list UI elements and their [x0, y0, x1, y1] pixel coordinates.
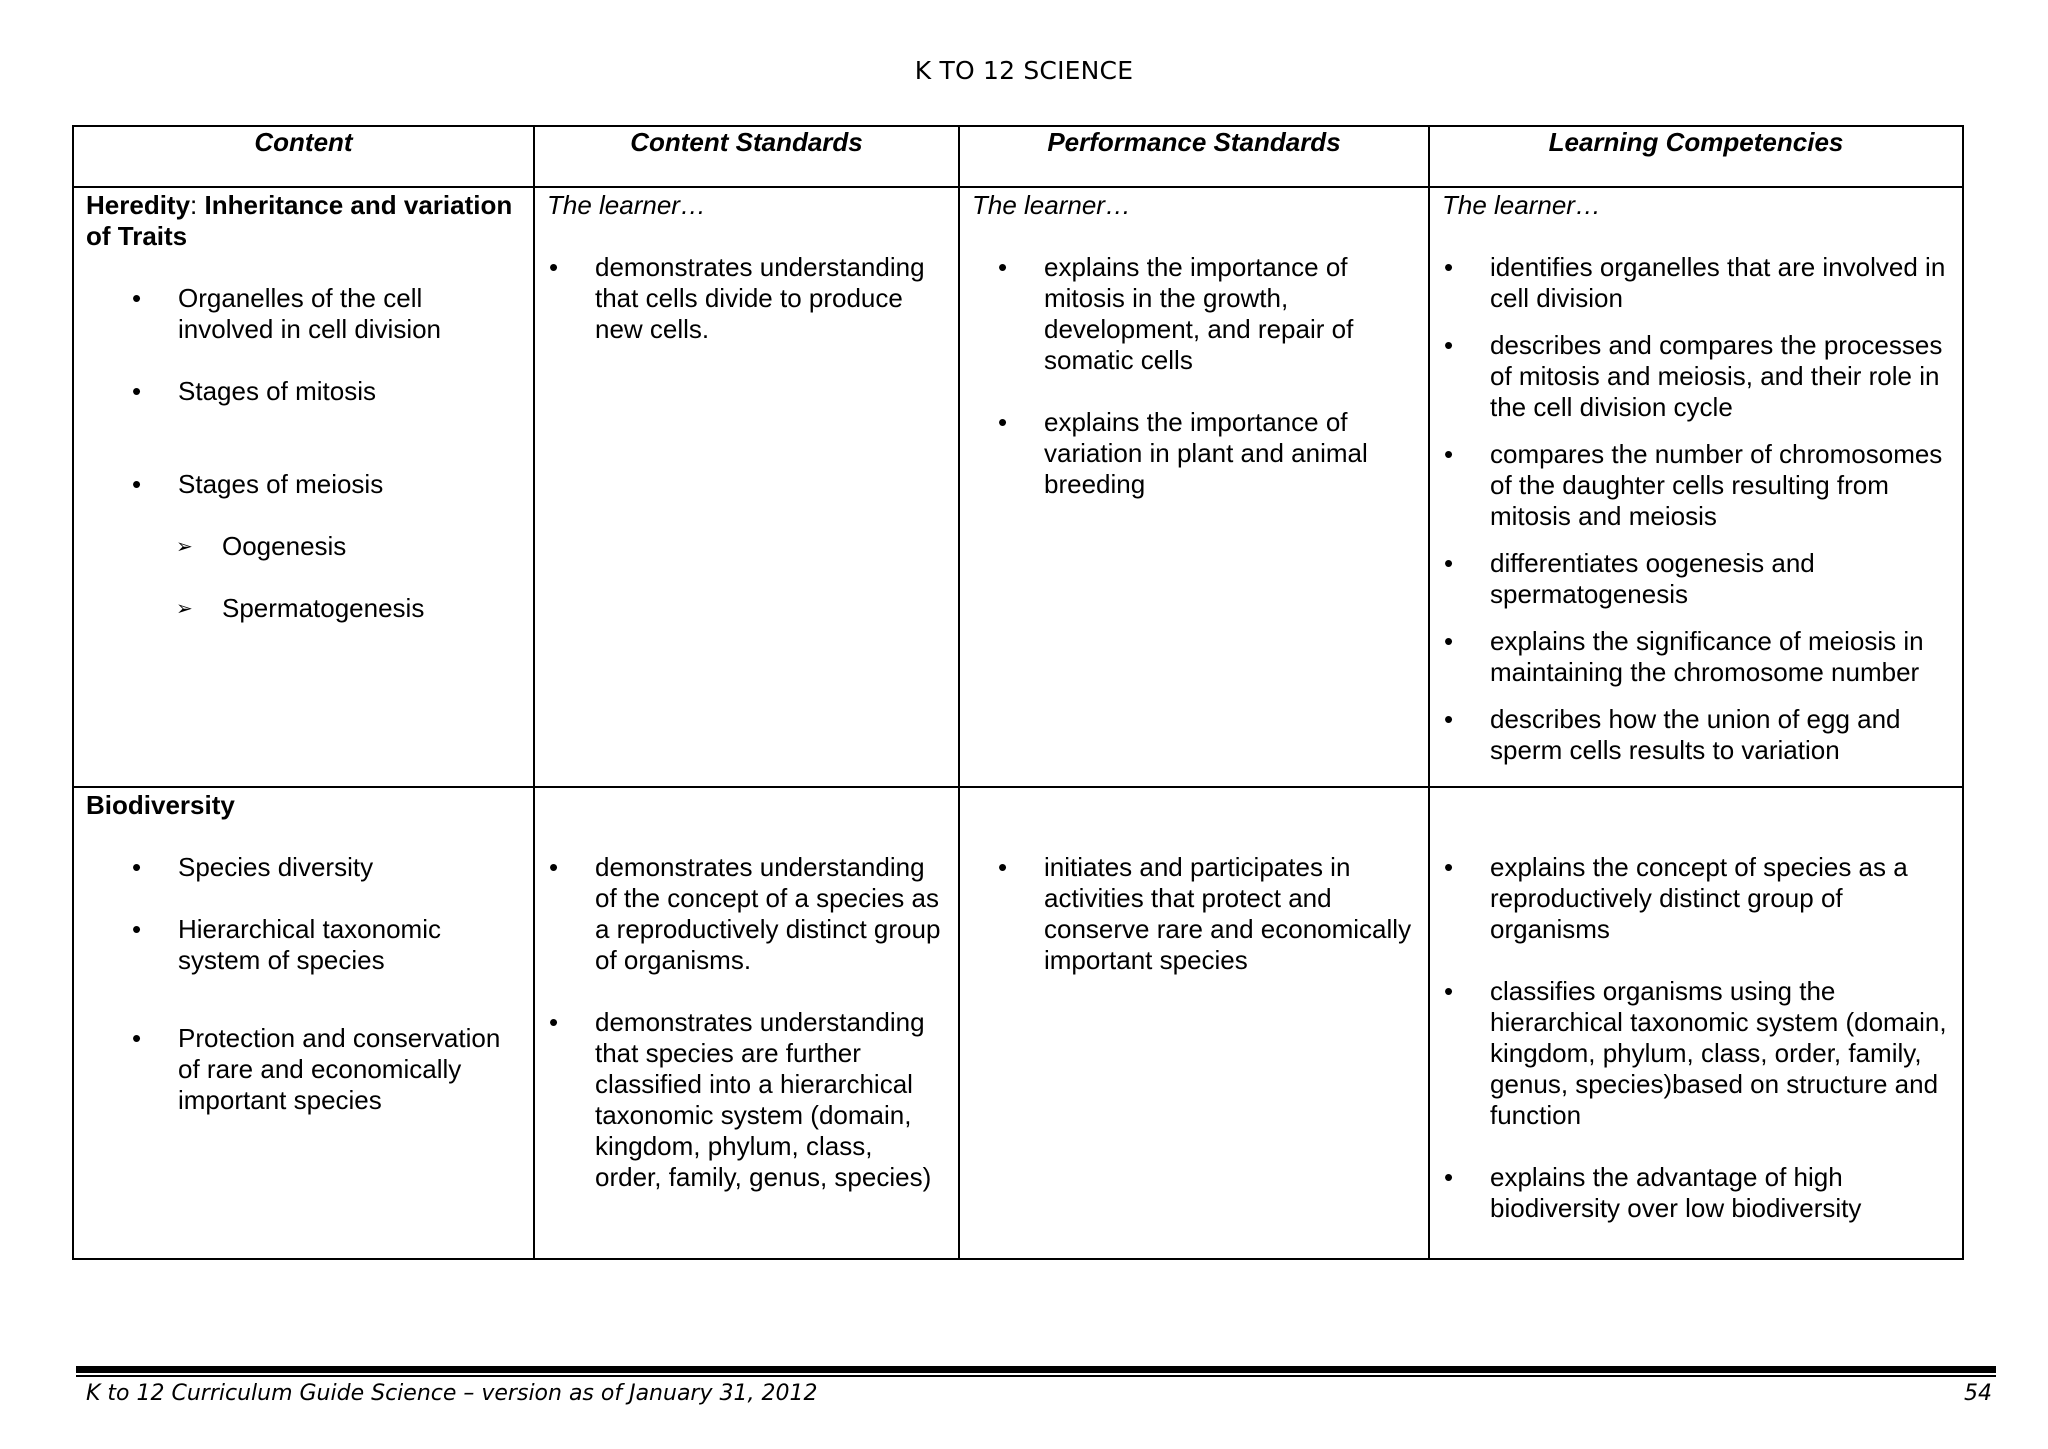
- competencies-list: [1442, 852, 1950, 1224]
- header-content-standards: Content Standards: [534, 126, 959, 187]
- competencies-list: [1442, 252, 1950, 766]
- list-item: • explains the significance of meiosis in maintaining the chromosome number: [1442, 626, 1950, 688]
- sub-list-item: ➢ Oogenesis: [176, 531, 521, 562]
- list-item: • Hierarchical taxonomic system of species: [130, 914, 521, 976]
- list-item: • classifies organisms using the hierarchical taxonomic system (domain, kingdom, phylum, class, order, family, genus, species)based on structure and function: [1442, 976, 1950, 1131]
- list-item: • compares the number of chromosomes of the daughter cells resulting from mitosis and meiosis: [1442, 439, 1950, 532]
- content-cell: [73, 787, 534, 1259]
- content-standards-cell: [534, 187, 959, 787]
- curriculum-table: [72, 125, 1964, 1260]
- list-item: • Protection and conservation of rare and economically important species: [130, 1023, 521, 1116]
- list-item: • demonstrates understanding that species are further classified into a hierarchical taxonomic system (domain, kingdom, phylum, class, order, family, genus, species): [547, 1007, 946, 1193]
- topic-bold: Heredity: [86, 190, 191, 220]
- footer-rule: [76, 1366, 1996, 1373]
- list-item: • explains the advantage of high biodiversity over low biodiversity: [1442, 1162, 1950, 1224]
- lead-text: The learner…: [972, 190, 1131, 220]
- performance-list: [996, 852, 1416, 976]
- list-item: • Stages of mitosis: [130, 376, 521, 407]
- list-item: • Organelles of the cell involved in cell division: [130, 283, 521, 345]
- performance-standards-cell: [959, 787, 1429, 1259]
- learning-competencies-cell: [1429, 787, 1963, 1259]
- list-item: • Stages of meiosis: [130, 469, 521, 500]
- list-item: • identifies organelles that are involved in cell division: [1442, 252, 1950, 314]
- table-row: [73, 187, 1963, 787]
- performance-standards-cell: [959, 187, 1429, 787]
- performance-list: [996, 252, 1416, 500]
- topic-heading: [86, 190, 521, 252]
- header-performance-standards: Performance Standards: [959, 126, 1429, 187]
- list-item: • explains the importance of variation in plant and animal breeding: [996, 407, 1416, 500]
- learning-competencies-cell: [1429, 187, 1963, 787]
- topic-separator: :: [190, 190, 205, 220]
- list-item: • explains the importance of mitosis in the growth, development, and repair of somatic cells: [996, 252, 1416, 376]
- list-item: • initiates and participates in activities that protect and conserve rare and economically important species: [996, 852, 1416, 976]
- list-item: • demonstrates understanding of the concept of a species as a reproductively distinct group of organisms.: [547, 852, 946, 976]
- page-number: 54: [1964, 1381, 1992, 1406]
- list-item: • describes and compares the processes of mitosis and meiosis, and their role in the cell division cycle: [1442, 330, 1950, 423]
- content-cell: [73, 187, 534, 787]
- table-row: [73, 787, 1963, 1259]
- standards-list: [547, 252, 946, 345]
- topic-rest: Inheritance and variation of Traits: [86, 190, 513, 251]
- list-item: • describes how the union of egg and sperm cells results to variation: [1442, 704, 1950, 766]
- lead-text: The learner…: [1442, 190, 1601, 220]
- footer-version-text: K to 12 Curriculum Guide Science – version as of January 31, 2012: [86, 1381, 818, 1406]
- content-list: [86, 852, 521, 1116]
- content-standards-cell: [534, 787, 959, 1259]
- page-title: K TO 12 SCIENCE: [914, 56, 1134, 85]
- content-list: [86, 283, 521, 500]
- list-item: • explains the concept of species as a reproductively distinct group of organisms: [1442, 852, 1950, 945]
- topic-heading: Biodiversity: [86, 790, 235, 820]
- lead-text: The learner…: [547, 190, 706, 220]
- header-content: Content: [73, 126, 534, 187]
- list-item: • Species diversity: [130, 852, 521, 883]
- list-item: • demonstrates understanding that cells divide to produce new cells.: [547, 252, 946, 345]
- sub-list-item: ➢ Spermatogenesis: [176, 593, 521, 624]
- header-learning-competencies: Learning Competencies: [1429, 126, 1963, 187]
- table-header-row: [73, 126, 1963, 187]
- footer-rule-thin: [76, 1375, 1996, 1377]
- standards-list: [547, 852, 946, 1193]
- sub-list: [86, 531, 521, 624]
- list-item: • differentiates oogenesis and spermatogenesis: [1442, 548, 1950, 610]
